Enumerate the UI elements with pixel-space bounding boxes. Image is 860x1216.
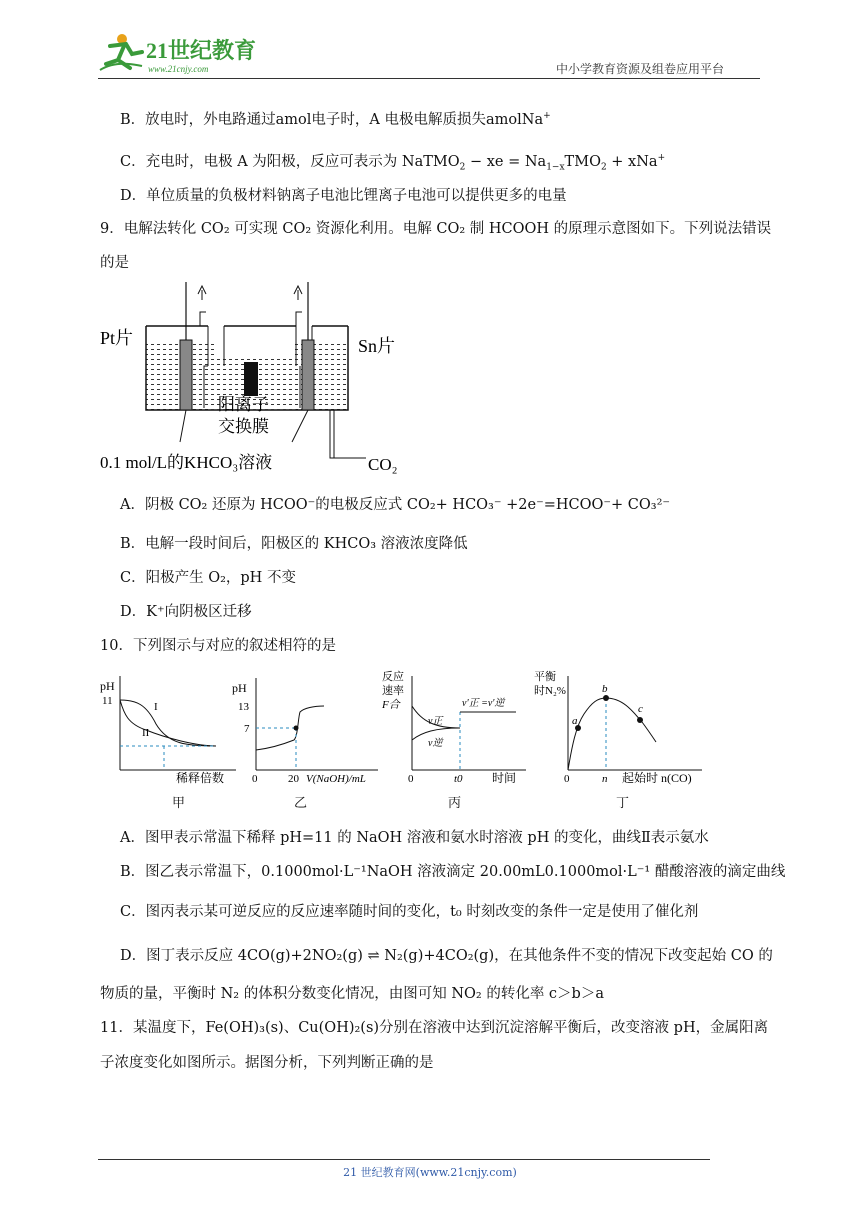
svg-text:F合: F合 <box>382 699 400 711</box>
platform-name: 中小学教育资源及组卷应用平台 <box>556 62 725 76</box>
q10-option-a: A．图甲表示常温下稀释 pH=11 的 NaOH 溶液和氨水时溶液 pH 的变化，曲线Ⅱ表示氨水 <box>120 830 709 846</box>
svg-text:c: c <box>638 703 643 715</box>
q11-stem-line2: 子浓度变化如图所示。据图分析，下列判断正确的是 <box>100 1055 434 1071</box>
header-rule <box>98 78 760 79</box>
q9-option-b: B．电解一段时间后，阳极区的 KHCO₃ 溶液浓度降低 <box>120 536 468 552</box>
membrane-label-2: 交换膜 <box>218 417 269 436</box>
svg-text:t0: t0 <box>454 773 463 785</box>
caption-bing: 丙 <box>448 796 462 811</box>
q9-stem-line1: 9．电解法转化 CO₂ 可实现 CO₂ 资源化利用。电解 CO₂ 制 HCOOH 的原理示意图如下。下列说法错误 <box>100 221 772 237</box>
svg-text:时间: 时间 <box>492 771 517 785</box>
figure-bing <box>380 666 530 786</box>
svg-text:0: 0 <box>408 773 414 785</box>
sn-label: Sn片 <box>358 336 396 356</box>
svg-text:7: 7 <box>244 723 250 735</box>
svg-text:v逆: v逆 <box>428 738 443 749</box>
svg-text:b: b <box>602 683 608 695</box>
q10-option-c: C．图丙表示某可逆反应的反应速率随时间的变化，t₀ 时刻改变的条件一定是使用了催化剂 <box>120 904 699 920</box>
electrolysis-diagram <box>96 282 426 482</box>
q11-stem-line1: 11．某温度下，Fe(OH)₃(s)、Cu(OH)₂(s)分别在溶液中达到沉淀溶解平衡后，改变溶液 pH，金属阳离 <box>100 1020 769 1036</box>
site-logo <box>96 30 266 76</box>
solution-label: 0.1 mol/L的KHCO₃溶液 <box>100 453 273 472</box>
svg-text:0: 0 <box>564 773 570 785</box>
co2-label: CO₂ <box>368 455 398 474</box>
svg-text:反应: 反应 <box>382 671 404 683</box>
svg-text:平衡: 平衡 <box>534 671 556 683</box>
q10-stem: 10．下列图示与对应的叙述相符的是 <box>100 638 336 654</box>
caption-yi: 乙 <box>294 796 308 811</box>
svg-text:pH: pH <box>100 679 115 693</box>
svg-text:13: 13 <box>238 701 249 713</box>
svg-text:n: n <box>602 773 608 785</box>
q9-stem-line2: 的是 <box>100 255 129 271</box>
runner-icon <box>96 30 266 76</box>
q8-option-b: B．放电时，外电路通过amol电子时，A 电极电解质损失amolNa+ <box>120 111 551 128</box>
footer-link[interactable]: 21 世纪教育网(www.21cnjy.com) <box>343 1166 517 1179</box>
pt-label: Pt片 <box>100 328 134 348</box>
membrane-label-1: 阳离子 <box>218 395 269 414</box>
logo-text: 21世纪教育 <box>146 38 257 63</box>
svg-text:速率: 速率 <box>382 685 404 697</box>
figure-ding <box>532 666 712 786</box>
caption-jia: 甲 <box>172 796 186 811</box>
svg-text:11: 11 <box>102 695 113 707</box>
svg-text:a: a <box>572 715 578 727</box>
svg-text:pH: pH <box>232 681 247 695</box>
svg-text:v'正 =v'逆: v'正 =v'逆 <box>462 698 505 709</box>
footer-rule <box>98 1159 710 1160</box>
q10-option-b: B．图乙表示常温下，0.1000mol·L⁻¹NaOH 溶液滴定 20.00mL0.1000mol·L⁻¹ 醋酸溶液的滴定曲线 <box>120 864 786 880</box>
svg-text:v正: v正 <box>428 716 443 727</box>
svg-text:II: II <box>142 727 150 739</box>
logo-url: www.21cnjy.com <box>148 64 209 74</box>
figure-jia <box>96 670 246 785</box>
q9-option-a: A．阴极 CO₂ 还原为 HCOO⁻的电极反应式 CO₂+ HCO₃⁻ +2e⁻=HCOO⁻+ CO₃²⁻ <box>120 497 671 513</box>
q9-option-c: C．阳极产生 O₂，pH 不变 <box>120 570 296 586</box>
figure-yi <box>228 670 388 785</box>
q10-option-d-line1: D．图丁表示反应 4CO(g)+2NO₂(g) ⇌ N₂(g)+4CO₂(g)，在其他条件不变的情况下改变起始 CO 的 <box>120 948 773 964</box>
svg-text:V(NaOH)/mL: V(NaOH)/mL <box>306 773 366 785</box>
svg-text:20: 20 <box>288 773 299 785</box>
q8-option-c: C．充电时，电极 A 为阳极，反应可表示为 NaTMO$_2$ − xe = $Na_{1-x}TMO_2 + xNa^+$ <box>120 153 666 173</box>
svg-text:时N₂%: 时N₂% <box>534 685 566 697</box>
caption-ding: 丁 <box>616 796 630 811</box>
svg-text:稀释倍数: 稀释倍数 <box>176 771 225 785</box>
q10-option-d-line2: 物质的量，平衡时 N₂ 的体积分数变化情况，由图可知 NO₂ 的转化率 c＞b＞a <box>100 986 604 1002</box>
q9-option-d: D．K⁺向阴极区迁移 <box>120 604 252 620</box>
svg-text:I: I <box>154 701 158 713</box>
q8-option-d: D．单位质量的负极材料钠离子电池比锂离子电池可以提供更多的电量 <box>120 188 567 204</box>
svg-text:起始时 n(CO): 起始时 n(CO) <box>622 771 692 785</box>
svg-text:0: 0 <box>252 773 258 785</box>
